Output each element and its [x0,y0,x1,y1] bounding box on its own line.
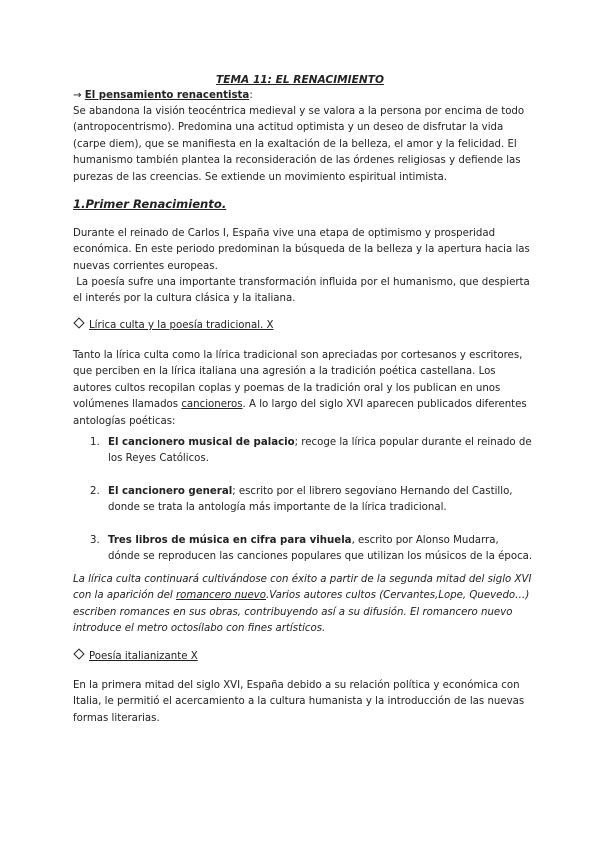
section-heading-pensamiento: → El pensamiento renacentista: [73,90,253,101]
paragraph-romancero: La lírica culta continuará cultivándose con éxito a partir de la segunda mitad del siglo XVI con la aparición del romancero nuevo.Varios autores cultos (Cervantes,Lope, Quevedo…) escriben romances en sus obras, contribuyendo así a su difusión. El romancero nuevo introduce el metro octosílabo con fines artísticos. [73,574,532,635]
paragraph-italianizante: En la primera mitad del siglo XVI, España debido a su relación política y económica con Italia, le permitió el acercamiento a la cultura humanista y la introducción de las nuevas formas literarias. [73,680,525,724]
paragraph-lirica: Tanto la lírica culta como la lírica tradicional son apreciadas por cortesanos y escritores, que perciben en la lírica italiana una agresión a la tradición poética castellana. Los autores cultos recopilan coplas y poemas de la tradición oral y los publican en unos volúmenes llamados cancioneros. A lo largo del siglo XVI aparecen publicados diferentes antologías poéticas: [73,350,527,427]
subheading-lirica [73,318,533,334]
subheading-text: Lírica culta y la poesía tradicional. X [89,320,274,331]
list-item: 2. El cancionero general; escrito por el librero segoviano Hernando del Castillo, donde se trata la antología más importante de la lírica tradicional. [90,485,513,514]
heading-text: El pensamiento renacentista [84,90,250,101]
page-title: TEMA 11: EL RENACIMIENTO [216,74,384,86]
arrow-icon: → [73,90,82,101]
list-item: 1. El cancionero musical de palacio; recoge la lírica popular durante el reinado de los Reyes Católicos. [90,437,532,465]
subheading-italianizante [73,649,533,665]
subheading-text: Poesía italianizante X [89,651,198,662]
diamond-icon [73,648,84,659]
paragraph-pensamiento: Se abandona la visión teocéntrica medieval y se valora a la persona por encima de todo (antropocentrismo). Predomina una actitud optimista y un deseo de disfrutar la vida (carpe diem), que se manifiesta en la exaltación de la belleza, el amor y la felicidad. El humanismo también plantea la reconsideración de las órdenes religiosas y defiende las purezas de las creencias. Se extiende un movimiento espiritual intimista. [73,106,525,183]
romancero-term: romancero nuevo [175,590,267,602]
section-heading-primer-renacimiento: 1.Primer Renacimiento. [73,197,227,211]
diamond-icon [73,317,84,328]
paragraph-carlos: Durante el reinado de Carlos I, España vive una etapa de optimismo y prosperidad económica. En este periodo predominan la búsqueda de la belleza y la apertura hacia las nuevas corrientes europeas. [73,228,530,272]
cancionero-list [73,435,533,565]
list-item: 3. Tres libros de música en cifra para vihuela, escrito por Alonso Mudarra, dónde se reproducen las canciones populares que utilizan los músicos de la época. [90,534,533,563]
paragraph-poesia: La poesía sufre una importante transformación influida por el humanismo, que despierta el interés por la cultura clásica y la italiana. [73,277,534,305]
cancioneros-term: cancioneros [181,399,243,411]
